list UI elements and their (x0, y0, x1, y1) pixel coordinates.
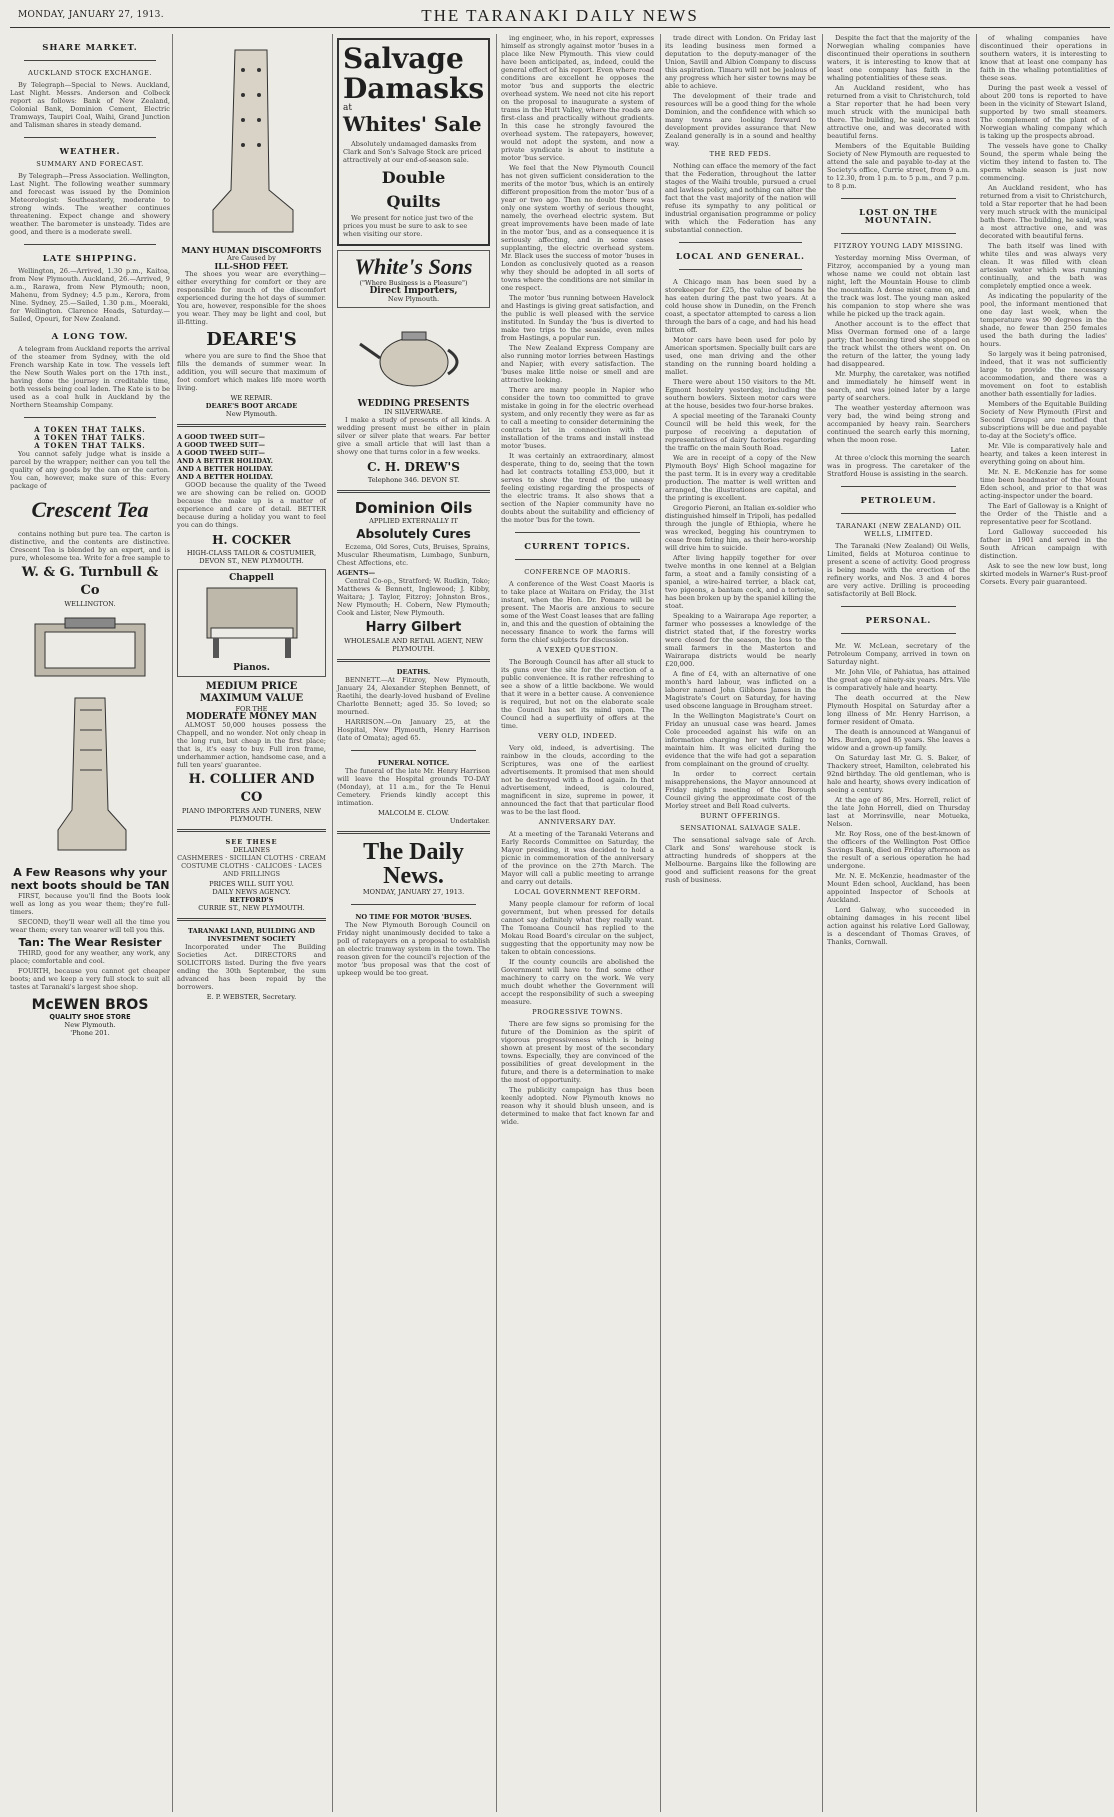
drews-telephone: Telephone 346. DEVON ST. (367, 476, 460, 484)
token-line-2: A TOKEN THAT TALKS. (34, 433, 146, 442)
column-1: SHARE MARKET. AUCKLAND STOCK EXCHANGE. By Telegraph—Special to News. Auckland, Last Night. Messrs. Anderson and Colbeck report as follows: Bank of New Zealand, Colonial Bank, Dominion Cement, Electric Tramways, Taupiri Coal, Waihi, Grand Junction and Talisman shares in steady demand. WEATHER. SUMMARY AND FORECAST. By Telegraph—Press Association. Wellington, Last Night. The following weather summary and forecast was issued by the Dominion Meteorologist: Southeasterly, moderate to strong winds. The weather continues threatening. Expect change and showery weather. The barometer is unsteady. Tides are good, and there is a moderate swell. LATE SHIPPING. Wellington, 26.—Arrived, 1.30 p.m., Kaitoa, from New Plymouth. Auckland, 26.—Arrived, 9 a.m., Rarawa, from New Plymouth; noon, Mahenu, from Sydney; 4.5 p.m., Kerora, from Nine. Sydney, 25.—Sailed, 1.30 p.m., Moeraki, for Wellington. Clarence Heads, Saturday.—Sailed, Opouri, for New Zealand. A LONG TOW. A telegram from Auckland reports the arrival of the steamer from Sydney, with the old French warship Kate in tow. The vessels left the New South Wales port on the 17th inst., having done the journey in creditable time, both vessels being coal laden. The Kate is to be used as a coal hulk in Auckland by the Northern Steamship Company. A TOKEN THAT TALKS. A TOKEN THAT TALKS. A TOKEN THAT TALKS. You cannot safely judge what is inside a parcel by the wrapper; neither can you tell the quality of any goods by the can or the carton. You can, however, make sure of this: Every package of Crescent Tea contains nothing but pure tea. The carton is distinctive, and the contents are distinctive. Crescent Tea is blended by an expert, and is pure, wholesome tea. Write for a free sample to W. & G. Turnbull & Co WELLINGTON. A Few Reasons why your next boots should be TAN FIRST, because you'll find the Boots look well as long as you wear them; they're full-timers. SECOND, they'll wear well all the time you wear them; every tan wearer will tell you this. Tan: The Wear Resister THIRD, good for any weather, any work, any place; comfortable and cool. FOURTH, because you cannot get cheaper boots; and we keep a very full stock to suit all tastes at Taranaki's largest shoe shop. McEWEN BROS QUALITY SHOE STORE New Plymouth. 'Phone 201. (10, 43, 170, 1037)
column-7: of whaling companies have discontinued their operations in southern waters, it is interesting to know that at least one company has faith in the whaling potentialities of these seas. During the past week a vessel of about 200 tons is reported to have been in the vicinity of Stewart Island, supported by two small steamers. The complement of the plant of a Norwegian whaling company which is taking up the prospects abroad. The vessels have gone to Chalky Sound, the sperm whale being the victim they intend to fasten to. The sperm whale season is just now commencing. An Auckland resident, who has returned from a visit to Christchurch, told a Star reporter that he had been very much struck with the municipal bath there. The building, he said, was a most attractive one, and was decorated with beautiful ferns. The bath itself was lined with white tiles and was always very clean. It was filled with clean artesian water which was running continually, and the bath was completely emptied once a week. As indicating the popularity of the pool, the informant mentioned that one day last week, when the temperature was 90 degrees in the shade, no fewer than 250 females used the bath during the ladies' hours. So largely was it being patronised, indeed, that it was not sufficiently large to provide the necessary accommodation, and there was a movement on foot to establish another bath essentially for ladies. Members of the Equitable Building Society of New Plymouth (First and Second Groups) are notified that subscriptions will be due and payable to-day at the Society's office. Mr. Vile is comparatively hale and hearty, and takes a keen interest in everything going on about him. Mr. N. E. McKenzie has for some time been headmaster of the Mount Eden school, and prior to that was acting-inspector under the board. The Earl of Galloway is a Knight of the Order of the Thistle and a representative peer for Scotland. Lord Galloway succeeded his father in 1901 and served in the South African campaign with distinction. Ask to see the new low bust, long skirted models in Warner's Rust-proof Corsets. Every pair guaranteed. (976, 34, 1110, 1812)
building-society: TARANAKI LAND, BUILDING AND INVESTMENT SOCIETY (187, 927, 316, 943)
whites-sons-ad (337, 250, 490, 308)
collier-name: H. COLLIER AND CO (188, 772, 315, 805)
red-feds-heading: THE RED FEDS. (709, 150, 772, 158)
agents-label: AGENTS— (337, 569, 376, 577)
absolutely-cures: Absolutely Cures (356, 527, 471, 541)
crescent-tea-ad (10, 494, 170, 526)
column-4: ing engineer, who, in his report, expresses himself as strongly against motor 'buses in a place like New Plymouth. This view could have been anticipated, as, indeed, could the general effect of his report. Even where road conditions are excellent he opposes the motor 'bus and supports the electric overhead system. We need not cite his report on the proposal to inaugurate a system of trams in the Hutt Valley, where the roads are first-class and practically without gradients. In this case he strongly favoured the overhead system. The ratepayers, however, would not adopt the system, and now a private syndicate is about to institute a motor 'bus service. We feel that the New Plymouth Council has not given sufficient consideration to the merits of the motor 'bus, which is an entirely different proposition from the motor 'bus of a year or two ago. Then no doubt there was only one system worthy of serious thought, namely, the overhead electric system. But great improvements have been made of late in the motor 'bus, and as a consequence it is seriously affecting, and in some cases supplanting, the electric overhead system. Mr. Black uses the success of motor 'buses in London as conclusively quoted as a reason why they should be adopted in all sorts of towns where the conditions are not similar in one respect. The motor 'bus running between Havelock and Hastings is giving great satisfaction, and the public is well pleased with the service instituted. In Sunday the 'bus is diverted to make two trips to the seaside, even miles from Hastings, a popular run. The New Zealand Express Company are also running motor lorries between Hastings and Napier, with every satisfaction. The 'buses make little noise or smell and are attractive looking. There are many people in Napier who consider the town too committed to grave mistake in going in for the electric overhead system, and only recently they were as far as to call a meeting to consider determining the contracts let in connection with the installation of the trams and install instead motor 'buses. It was certainly an extraordinary, almost desperate, thing to do, seeing that the town had let contracts totalling £53,000, but it serves to show the trend of the uneasy feeling existing regarding the prospects of the electric trams. It also shows that a section of the Napier community have no doubts about the suitability and efficiency of the motor 'bus for the town. CURRENT TOPICS. CONFERENCE OF MAORIS. A conference of the West Coast Maoris is to take place at Waitara on Friday, the 31st instant, when the Hon. Dr. Pomare will be present. The Maoris are anxious to secure some of the West Coast leases that are falling in, and this and the question of obtaining the necessary finance to work the farms will form the chief subjects for discussion. A VEXED QUESTION. The Borough Council has after all stuck to its guns over the site for the erection of a public convenience. It is rather refreshing to see a show of a little backbone. We would that it were in a better cause. A convenience is required, but not on the elaborate scale the Council has set its mind upon. The Council had a superfluity of offers at the time. VERY OLD, INDEED. Very old, indeed, is advertising. The rainbow in the clouds, according to the Scriptures, was one of the earliest advertisements. It promised that men should not be destroyed with a flood again. In that advertisement, indeed, is coloured, magnificent in size, supreme in power, it announced the fact that that particular flood was to be the last flood. ANNIVERSARY DAY. At a meeting of the Taranaki Veterans and Early Records Committee on Saturday, the Mayor presiding, it was decided to hold a picnic in commemoration of the anniversary of the province on the 27th March. The Mayor will call a public meeting to arrange and carry out details. LOCAL GOVERNMENT REFORM. Many people clamour for reform of local government, but when pressed for details cannot say definitely what they really want. The Tomoana Council has replied to the Mokau Road Board's circular on the subject, suggesting that the opportunity may now be taken to obtain concessions. If the county councils are abolished the Government will have to find some other machinery to carry on the work. We very much doubt whether the Government will accept the responsibility of such a sweeping measure. PROGRESSIVE TOWNS. There are few signs so promising for the future of the Dominion as the spirit of vigorous progressiveness which is being shown at present by most of the secondary towns. Especially, they are convinced of the possibilities of great development in the future, and there is a determination to make the most of opportunity. The publicity campaign has thus been keenly adopted. Now Plymouth knows no reason why it should blush unseen, and is determined to make that fact known far and wide. (496, 34, 658, 1812)
harry-gilbert: Harry Gilbert (365, 620, 462, 635)
masthead (10, 6, 1110, 28)
holiday-line-3: AND A BETTER HOLIDAY. (177, 473, 273, 481)
tan-wear-heading: Tan: The Wear Resister (18, 936, 162, 949)
mcewen-phone: 'Phone 201. (70, 1029, 110, 1037)
prices-suit: PRICES WILL SUIT YOU. (209, 880, 294, 888)
tea-package-illustration (25, 614, 155, 684)
crescent-tea-brand: Crescent Tea (31, 497, 149, 522)
webster-secretary: E. P. WEBSTER, Secretary. (206, 993, 297, 1001)
issue-date: MONDAY, JANUARY 27, 1913. (18, 10, 164, 20)
applied-externally: APPLIED EXTERNALLY IT (369, 517, 458, 525)
piano-illustration (197, 582, 307, 662)
tan-reasons-heading: A Few Reasons why your next boots should be TAN (10, 866, 170, 892)
medium-price: MEDIUM PRICE (205, 681, 298, 692)
double-word: Double (381, 168, 446, 187)
shipping-heading: LATE SHIPPING. (42, 254, 138, 264)
retford: RETFORD'S (229, 896, 274, 904)
gilbert-subtitle: WHOLESALE AND RETAIL AGENT, NEW PLYMOUTH. (344, 637, 483, 653)
holiday-line-1: AND A BETTER HOLIDAY. (177, 457, 273, 465)
newspaper-title: THE TARANAKI DAILY NEWS (421, 6, 699, 25)
whites-sons-tagline: ("Where Business is a Pleasure") (359, 279, 468, 287)
boot-illustration (50, 690, 130, 860)
mcewen-tagline: QUALITY SHOE STORE (49, 1013, 131, 1021)
deares-heading: DEARE'S (206, 329, 297, 350)
lace-boot-illustration (207, 40, 297, 240)
retford-location: CURRIE ST., NEW PLYMOUTH. (198, 904, 305, 912)
whites-sons-logo: White's Sons (354, 254, 473, 279)
mcewen-bros: McEWEN BROS (31, 997, 149, 1013)
editorial-date: MONDAY, JANUARY 27, 1913. (362, 888, 465, 896)
column-6: Despite the fact that the majority of the Norwegian whaling companies have discontinued their operations in southern waters, it is interesting to know that at least one company has faith in the whaling potentialities of these seas. An Auckland resident, who has returned from a visit to Christchurch, told a Star reporter that he had been very much struck with the municipal bath there. The building, he said, was a most attractive one, and was decorated with beautiful ferns. Members of the Equitable Building Society of New Plymouth are requested to attend the sale and payable to-day at the Society's office, Currie street, from 9 a.m. to 12.30, from 1 p.m. to 5 p.m., and 7 p.m. to 8 p.m. LOST ON THE MOUNTAIN. FITZROY YOUNG LADY MISSING. Yesterday morning Miss Overman, of Fitzroy, accompanied by a young man whose name we could not obtain last night, left the Mountain House to climb the mountain. A dense mist came on, and the track was lost. The young man asked his companion to stop where she was while he picked up the track again. Another account is to the effect that Miss Overman formed one of a large party; that becoming tired she stopped on the track whilst the others went on. On the return of the latter, the young lady had disappeared. Mr. Murphy, the caretaker, was notified and immediately he himself went in search, and was joined later by a large party of searchers. The weather yesterday afternoon was very bad, the wind being strong and accompanied by heavy rain. Searchers continued the search early this morning, when the moon rose. Later. At three o'clock this morning the search was in progress. The caretaker of the Stratford House is assisting in the search. PETROLEUM. TARANAKI (NEW ZEALAND) OIL WELLS, LIMITED. The Taranaki (New Zealand) Oil Wells, Limited, fields at Moturoa continue to present a scene of activity. Good progress is being made with the erection of the refinery works, and Nos. 3 and 4 bores are very active. Drilling is proceeding satisfactorily at Bell Block. PERSONAL. Mr. W. McLean, secretary of the Petroleum Company, arrived in town on Saturday night. Mr. John Vile, of Pahiatua, has attained the great age of ninety-six years. Mrs. Vile is comparatively hale and hearty. The death occurred at the New Plymouth Hospital on Saturday after a long illness of Mr. Henry Harrison, a former resident of Omata. The death is announced at Wanganui of Mrs. Burden, aged 85 years. She leaves a widow and a grown-up family. On Saturday last Mr. G. S. Baker, of Thackery street, Hamilton, celebrated his 92nd birthday. The old gentleman, who is hale and hearty, shows every indication of seeing a century. At the age of 86, Mrs. Horrell, relict of the late John Horrell, died on Thursday last at Morrinsville, near Motueka, Nelson. Mr. Roy Ross, one of the best-known of the officers of the Wellington Post Office Savings Bank, died on Friday afternoon as the result of a serious operation he had undergone. Mr. N. E. McKenzie, headmaster of the Mount Eden school, Auckland, has been appointed Inspector of Schools at Auckland. Lord Galway, who succeeded in obtaining damages in his recent libel action against his relative Lord Galloway, is a descendant of Thomas Graves, of Thanks, Cornwall. (822, 34, 974, 1812)
in-silverware: IN SILVERWARE. (384, 408, 443, 416)
turnbull-name: W. & G. Turnbull & Co (21, 565, 159, 598)
lost-mountain-subheading: FITZROY YOUNG LADY MISSING. (833, 242, 964, 250)
tow-heading: A LONG TOW. (51, 332, 129, 342)
maoris-heading: CONFERENCE OF MAORIS. (524, 568, 631, 576)
discomforts-heading: MANY HUMAN DISCOMFORTS (181, 245, 322, 255)
pianos-label: Pianos. (233, 663, 270, 673)
clow-name: MALCOLM E. CLOW. (377, 809, 450, 817)
maximum-value: MAXIMUM VALUE (199, 693, 304, 704)
weather-heading: WEATHER. (59, 147, 121, 157)
current-topics-heading: CURRENT TOPICS. (524, 542, 631, 552)
tweed-line-1: A GOOD TWEED SUIT— (177, 433, 266, 441)
we-repair: WE REPAIR. (230, 394, 273, 402)
collier-subtitle: PIANO IMPORTERS AND TUNERS, NEW PLYMOUTH. (181, 807, 322, 823)
stock-exchange-heading: AUCKLAND STOCK EXCHANGE. (28, 69, 152, 77)
holiday-line-2: AND A BETTER HOLIDAY. (177, 465, 273, 473)
column-5: trade direct with London. On Friday last its leading business men formed a deputation to the deputy-manager of the Union, Savill and Albion Company to discuss this aspiration. Timaru will not be jealous of any progress which her sister towns may be able to achieve. The development of their trade and resources will be a good thing for the whole Dominion, and the confidence with which so many towns are looking forward to development provides assurance that New Zealand generally is in a sound and healthy way. THE RED FEDS. Nothing can efface the memory of the fact that the Federation, throughout the latter stages of the Waihi trouble, pursued a cruel and lawless policy, and nothing can alter the fact that the vast majority of the nation will refuse its sympathy to any political or industrial organisation programme or policy with which the Federation has any substantial connection. LOCAL AND GENERAL. A Chicago man has been sued by a storekeeper for £25, the value of beans he has eaten during the past two years. At a cold house show in Dunedin, on the French coast, a spectator attempted to caress a lion through the bars of a cage, and had his head bitten off. Motor cars have been used for polo by American sportsmen. Specially built cars are used, one man driving and the other standing on the running board holding a mallet. There were about 150 visitors to the Mt. Egmont hostelry yesterday, including the southern bowlers. Sixteen motor cars were at the house, besides two four-horse brakes. A special meeting of the Taranaki County Council will be held this week, for the purpose of receiving a deputation of representatives of dairy factories regarding the traffic on the main South Road. We are in receipt of a copy of the New Plymouth Boys' High School magazine for the past term. It is in every way a creditable production. The matter is well written and arranged, the illustrations are capital, and the printing is excellent. Gregorio Pieroni, an Italian ex-soldier who distinguished himself in Tripoli, has pedalled through the jungle of Ethiopia, where he was wrecked, begging his countrymen to cease from feting him, as their hero-worship will drive him to suicide. After living happily together for over twelve months in one kennel at a Belgian farm, a stoat and a family consisting of a spaniel, a wire-haired terrier, a black cat, two pigeons, a bantam cock, and a tortoise, has been broken up by the spaniel killing the stoat. Speaking to a Wairarapa Age reporter, a farmer who possesses a knowledge of the district stated that, if the forestry works were closed for the season, the loss to the small farmers in the Masterton and Wairarapa districts would be nearly £20,000. A fine of £4, with an alternative of one month's hard labour, was inflicted on a laborer named John Gibbons James in the Magistrate's Court on Saturday, for having used obscene language in Brougham street. In the Wellington Magistrate's Court on Friday an unusual case was heard. James Cole proceeded against his wife on an information charging her with failing to maintain him. It was elicited during the evidence that the wife had got a separation from complainant on the ground of cruelty. In order to correct certain misapprehensions, the Mayor announced at Friday night's meeting of the Borough Council giving the approximate cost of the Morley street and Bell Road culverts. BURNT OFFERINGS. SENSATIONAL SALVAGE SALE. The sensational salvage sale of Arch. Clark and Sons' warehouse stock is attracting hundreds of shoppers at the Melbourne. Bargains like the following are good and sufficient reasons for the great rush of business. (660, 34, 820, 1812)
lost-mountain-heading: LOST ON THE MOUNTAIN. (859, 208, 938, 226)
undertaker-label: Undertaker. (449, 817, 490, 825)
salvage-word: Salvage (343, 42, 464, 75)
moderate-money-man: MODERATE MONEY MAN (186, 712, 317, 722)
whites-sale: Whites' Sale (343, 112, 482, 136)
teapot-illustration (354, 314, 474, 394)
funeral-notice: FUNERAL NOTICE. (377, 759, 450, 767)
later-label: Later. (950, 446, 970, 454)
boot-arcade-location: New Plymouth. (225, 410, 278, 418)
ill-shod-feet: ILL-SHOD FEET. (214, 261, 289, 271)
share-market-heading: SHARE MARKET. (42, 43, 138, 53)
damasks-word: Damasks (343, 72, 485, 105)
cocker-name: H. COCKER (212, 533, 291, 547)
personal-heading: PERSONAL. (865, 616, 932, 626)
very-old-heading: VERY OLD, INDEED. (538, 732, 617, 740)
weather-subheading: SUMMARY AND FORECAST. (36, 160, 144, 168)
cocker-subtitle: HIGH-CLASS TAILOR & COSTUMIER, DEVON ST., NEW PLYMOUTH. (186, 549, 317, 565)
motor-buses-heading: NO TIME FOR MOTOR 'BUSES. (355, 913, 472, 921)
see-these: SEE THESE (225, 838, 278, 846)
mcewen-location: New Plymouth. (64, 1021, 116, 1029)
drews-name: C. H. DREW'S (367, 460, 460, 474)
local-general-heading: LOCAL AND GENERAL. (676, 252, 805, 262)
direct-importers-location: New Plymouth. (387, 295, 440, 303)
chappell-label: Chappell (229, 573, 274, 583)
direct-importers: Direct Importers, (369, 286, 458, 296)
daily-news-agency: DAILY NEWS AGENCY. (212, 888, 291, 896)
petroleum-heading: PETROLEUM. (860, 496, 937, 506)
boot-arcade: DEARE'S BOOT ARCADE (205, 402, 298, 410)
token-line-3: A TOKEN THAT TALKS. (34, 441, 146, 450)
delaines: DELAINES (233, 846, 270, 854)
dominion-oils: Dominion Oils (354, 499, 473, 517)
salvage-sale-heading: SENSATIONAL SALVAGE SALE. (680, 824, 801, 832)
caused-by: Are Caused by (227, 254, 276, 262)
tweed-line-3: A GOOD TWEED SUIT— (177, 449, 266, 457)
daily-news-logo: The Daily News. (363, 839, 464, 889)
anniversary-heading: ANNIVERSARY DAY. (538, 818, 617, 826)
whites-sale-ad: Salvage Damasks at Whites' Sale Absolutely undamaged damasks from Clark and Son's Salvage Stock are priced attractively at our end-of-season sale. Double Quilts We present for notice just two of the prices you must be sure to ask to see when visiting our store. (337, 38, 490, 246)
tweed-line-2: A GOOD TWEED SUIT— (177, 441, 266, 449)
vexed-heading: A VEXED QUESTION. (536, 646, 619, 654)
wedding-presents: WEDDING PRESENTS (357, 399, 470, 409)
at-word: at (343, 103, 352, 113)
turnbull-location: WELLINGTON. (64, 600, 116, 608)
chappell-piano-ad (177, 569, 326, 677)
column-2: MANY HUMAN DISCOMFORTS Are Caused by ILL-SHOD FEET. The shoes you wear are everything—either everything for comfort or they are responsible for much of the discomfort experienced during the hot days of summer. You are, however, responsible for the shoes you wear. They may be light and cool, but ill-fitting. DEARE'S where you are sure to find the Shoe that fills the demands of summer wear. In addition, you will secure that maximum of foot comfort which makes life more worth living. WE REPAIR. DEARE'S BOOT ARCADE New Plymouth. A GOOD TWEED SUIT— A GOOD TWEED SUIT— A GOOD TWEED SUIT— AND A BETTER HOLIDAY. AND A BETTER HOLIDAY. AND A BETTER HOLIDAY. GOOD because the quality of the Tweed we are showing can be relied on. GOOD because the make up is a matter of experience and care of detail. BETTER because during a holiday you want to feel you can do things. H. COCKER HIGH-CLASS TAILOR & COSTUMIER, DEVON ST., NEW PLYMOUTH. Chappell Pianos. MEDIUM PRICE MAXIMUM VALUE FOR THE MODERATE MONEY MAN ALMOST 50,000 houses possess the Chappell, and no wonder. Not only cheap in the long run, but cheap in the first place; that is, it's easy to buy. Full iron frame, underhammer action, handsome case, and a full ten years' guarantee. H. COLLIER AND CO PIANO IMPORTERS AND TUNERS, NEW PLYMOUTH. SEE THESE DELAINES CASHMERES · SICILIAN CLOTHS · CREAM COSTUME CLOTHS · CALICOES · LACES AND FRILLINGS PRICES WILL SUIT YOU. DAILY NEWS AGENCY. RETFORD'S CURRIE ST., NEW PLYMOUTH. TARANAKI LAND, BUILDING AND INVESTMENT SOCIETY Incorporated under The Building Societies Act. DIRECTORS and SOLICITORS listed. During the five years ending the 30th September, the sum advanced has been repaid by the borrowers. E. P. WEBSTER, Secretary. (172, 34, 330, 1812)
deaths-heading: DEATHS. (396, 668, 431, 676)
for-the: FOR THE (235, 705, 268, 713)
column-3: Salvage Damasks at Whites' Sale Absolutely undamaged damasks from Clark and Son's Salvage Stock are priced attractively at our end-of-season sale. Double Quilts We present for notice just two of the prices you must be sure to ask to see when visiting our store. White's Sons ("Where Business is a Pleasure") Direct Importers, New Plymouth. WEDDING PRESENTS IN SILVERWARE. I make a study of presents of all kinds. A wedding present must be either in plain silver or silver plate that wears. Far better give a small article that will last than a showy one that turns color in a few weeks. C. H. DREW'S Telephone 346. DEVON ST. Dominion Oils APPLIED EXTERNALLY IT Absolutely Cures Eczema, Old Sores, Cuts, Bruises, Sprains, Muscular Rheumatism, Lumbago, Sunburn, Chest Affections, etc. AGENTS— Central Co-op., Stratford; W. Rudkin, Toko; Matthews & Bennett, Inglewood; J. Kibby, Waitara; J. Taylor, Fitzroy; Johnston Bros., New Plymouth; H. Cobern, New Plymouth; Cook and Lister, New Plymouth. Harry Gilbert WHOLESALE AND RETAIL AGENT, NEW PLYMOUTH. DEATHS. BENNETT.—At Fitzroy, New Plymouth, January 24, Alexander Stephen Bennett, of Raetihi, the dearly-loved husband of Eveline Charlotte Bennett; aged 35. So loved; so mourned. HARRISON.—On January 25, at the Hospital, New Plymouth, Henry Harrison (late of Omata); aged 65. FUNERAL NOTICE. The funeral of the late Mr. Henry Harrison will leave the Hospital grounds TO-DAY (Monday), at 11 a.m., for the Te Henui Cemetery. Friends kindly accept this intimation. MALCOLM E. CLOW. Undertaker. The Daily News. MONDAY, JANUARY 27, 1913. NO TIME FOR MOTOR 'BUSES. The New Plymouth Borough Council on Friday night unanimously decided to take a poll of ratepayers on a proposal to establish an electric tramway system in the town. The reason given for the council's rejection of the motor 'bus proposal was that the cost of upkeep would be too great. (332, 34, 494, 1812)
burnt-offerings-heading: BURNT OFFERINGS. (700, 812, 781, 820)
token-line-1: A TOKEN THAT TALKS. (34, 425, 146, 434)
local-government-heading: LOCAL GOVERNMENT REFORM. (514, 888, 641, 896)
progressive-heading: PROGRESSIVE TOWNS. (532, 1008, 623, 1016)
oil-wells-heading: TARANAKI (NEW ZEALAND) OIL WELLS, LIMITED. (835, 522, 962, 538)
quilts-word: Quilts (386, 192, 441, 211)
